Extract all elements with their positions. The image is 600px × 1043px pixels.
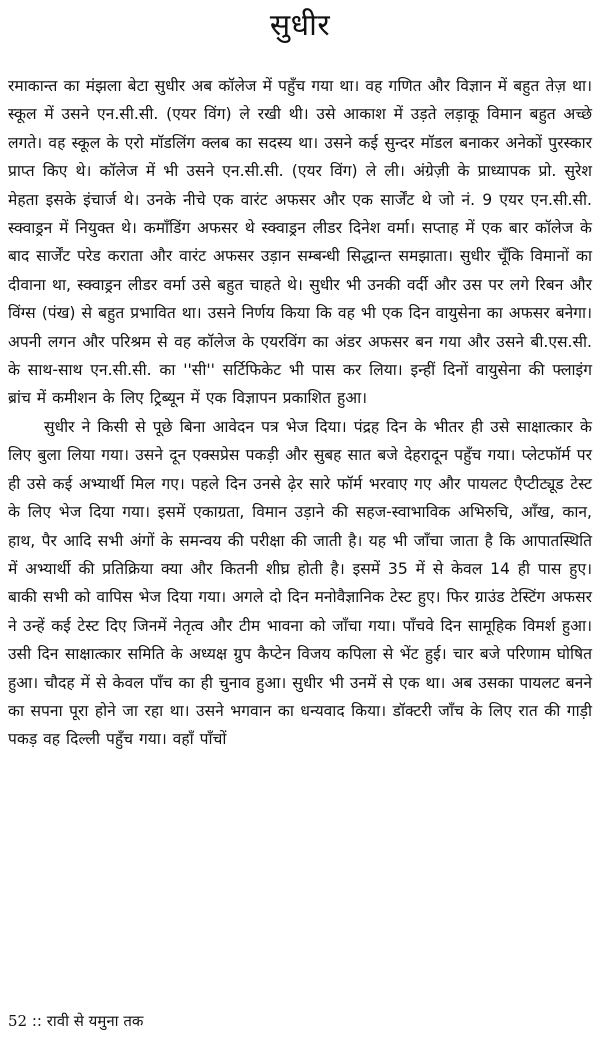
paragraph-2: सुधीर ने किसी से पूछे बिना आवेदन पत्र भेज दिया। पंद्रह दिन के भीतर ही उसे साक्षात्कार के लिए बुला लिया गया। उसने दून एक्सप्रेस पकड़ी और सुबह सात बजे देहरादून पहुँच गया। प्लेटफॉर्म पर ही उसे कई अभ्यार्थी मिल गए। पहले दिन उनसे ढ़ेर सारे फॉर्म भरवाए गए और पायलट एैप्टीट्यूड टेस्ट के लिए भेज दिया गया। इसमें एकाग्रता, विमान उड़ाने की सहज-स्वाभाविक अभिरुचि, आँख, कान, हाथ, पैर आदि सभी अंगों के समन्वय की परीक्षा की जाती है। यह भी जाँचा जाता है कि आपातस्थिति में अभ्यार्थी की प्रतिक्रिया क्या और कितनी शीघ्र होती है। इसमें 35 में से केवल 14 ही पास हुए। बाकी सभी को वापिस भेज दिया गया। अगले दो दिन मनोवैज्ञानिक टेस्ट हुए। फिर ग्राउंड टेस्टिंग अफसर ने उन्हें कई टेस्ट दिए जिनमें नेतृत्व और टीम भावना को जाँचा गया। पाँचवे दिन सामूहिक विमर्श हुआ। उसी दिन साक्षात्कार समिति के अध्यक्ष ग्रुप कैप्टेन विजय कपिला से भेंट हुई। चार बजे परिणाम घोषित हुआ। चौदह में से केवल पाँच का ही चुनाव हुआ। सुधीर भी उनमें से एक था। अब उसका पायलट बनने का सपना पूरा होने जा रहा था। उसने भगवान का धन्यवाद किया। डॉक्टरी जाँच के लिए रात की गाड़ी पकड़ वह दिल्ली पहुँच गया। वहाँ पाँचों (8, 417, 592, 749)
book-title: रावी से यमुना तक (46, 1012, 144, 1030)
page-number: 52 (8, 1012, 28, 1030)
chapter-body (8, 72, 592, 754)
footer-separator: :: (31, 1012, 42, 1030)
page-footer (8, 1010, 143, 1032)
chapter-title: सुधीर (269, 8, 331, 43)
paragraph-1: रमाकान्त का मंझला बेटा सुधीर अब कॉलेज में पहुँच गया था। वह गणित और विज्ञान में बहुत तेज़ था। स्कूल में उसने एन.सी.सी. (एयर विंग) ले रखी थी। उसे आकाश में उड़ते लड़ाकू विमान बहुत अच्छे लगते। वह स्कूल के एरो मॉडलिंग क्लब का सदस्य था। उसने कई सुन्दर मॉडल बनाकर अनेकों पुरस्कार प्राप्त किए थे। कॉलेज में भी उसने एन.सी.सी. (एयर विंग) ले ली। अंग्रेज़ी के प्राध्यापक प्रो. सुरेश मेहता इसके इंचार्ज थे। उनके नीचे एक वारंट अफसर और एक सार्जेंट थे जो नं. 9 एयर एन.सी.सी. स्क्वाड्रन में नियुक्त थे। कमाँडिंग अफसर थे स्क्वाड्रन लीडर दिनेश वर्मा। सप्ताह में एक बार कॉलेज के बाद सार्जेंट परेड कराता और वारंट अफसर उड़ान सम्बन्धी सिद्धान्त समझाता। सुधीर चूँकि विमानों का दीवाना था, स्क्वाड्रन लीडर वर्मा उसे बहुत चाहते थे। सुधीर भी उनकी वर्दी और उस पर लगे रिबन और विंग्स (पंख) से बहुत प्रभावित था। उसने निर्णय किया कि वह भी एक दिन वायुसेना का अफसर बनेगा। अपनी लगन और परिश्रम से वह कॉलेज के एयरविंग का अंडर अफसर बन गया और उसने बी.एस.सी. के साथ-साथ एन.सी.सी. का ''सी'' सर्टिफिकेट भी पास कर लिया। इन्हीं दिनों वायुसेना की फ्लाइंग ब्रांच में कमीशन के लिए ट्रिब्यून में एक विज्ञापन प्रकाशित हुआ। (8, 77, 592, 408)
